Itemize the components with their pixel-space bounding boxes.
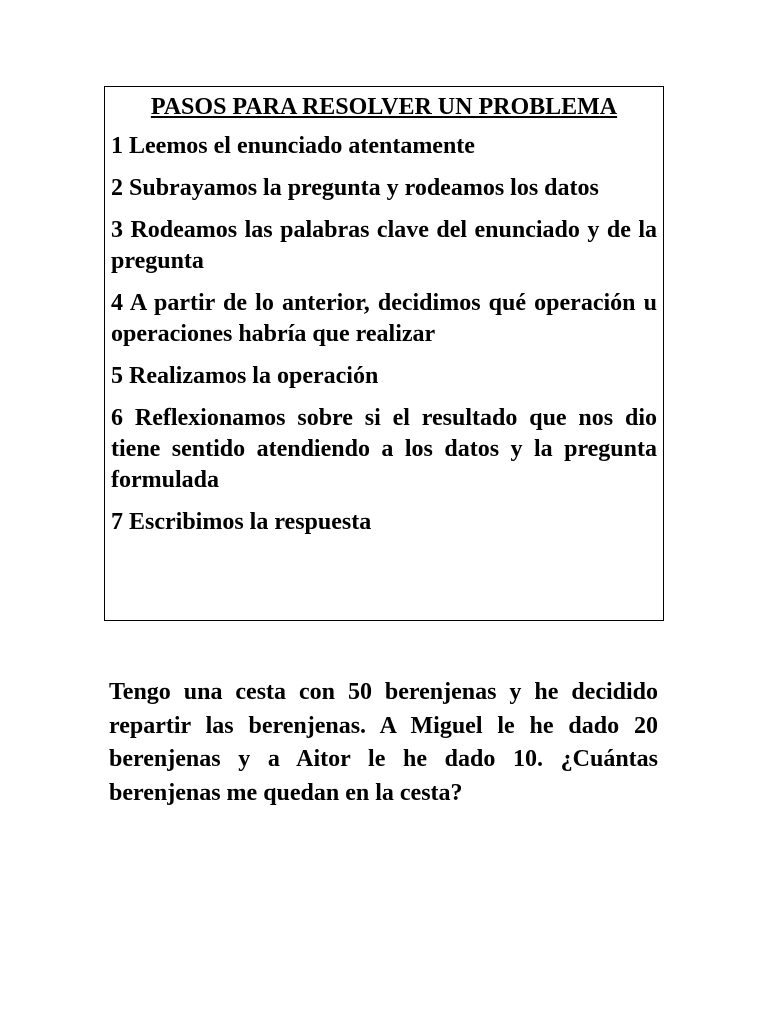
step-4: 4 A partir de lo anterior, decidimos qué operación u operaciones habría que realizar [111,290,657,347]
steps-box [104,86,664,621]
step-7: 7 Escribimos la respuesta [111,509,372,535]
problem-statement: Tengo una cesta con 50 berenjenas y he decidido repartir las berenjenas. A Miguel le he dado 20 berenjenas y a Aitor le he dado 10. ¿Cuántas berenjenas me quedan en la cesta? [109,679,658,806]
step-2: 2 Subrayamos la pregunta y rodeamos los datos [111,175,599,201]
step-3: 3 Rodeamos las palabras clave del enunciado y de la pregunta [111,217,657,274]
step-1: 1 Leemos el enunciado atentamente [111,133,475,159]
step-5: 5 Realizamos la operación [111,363,379,389]
steps-title: PASOS PARA RESOLVER UN PROBLEMA [150,94,618,120]
step-6: 6 Reflexionamos sobre si el resultado que nos dio tiene sentido atendiendo a los datos y la pregunta formulada [111,405,657,493]
